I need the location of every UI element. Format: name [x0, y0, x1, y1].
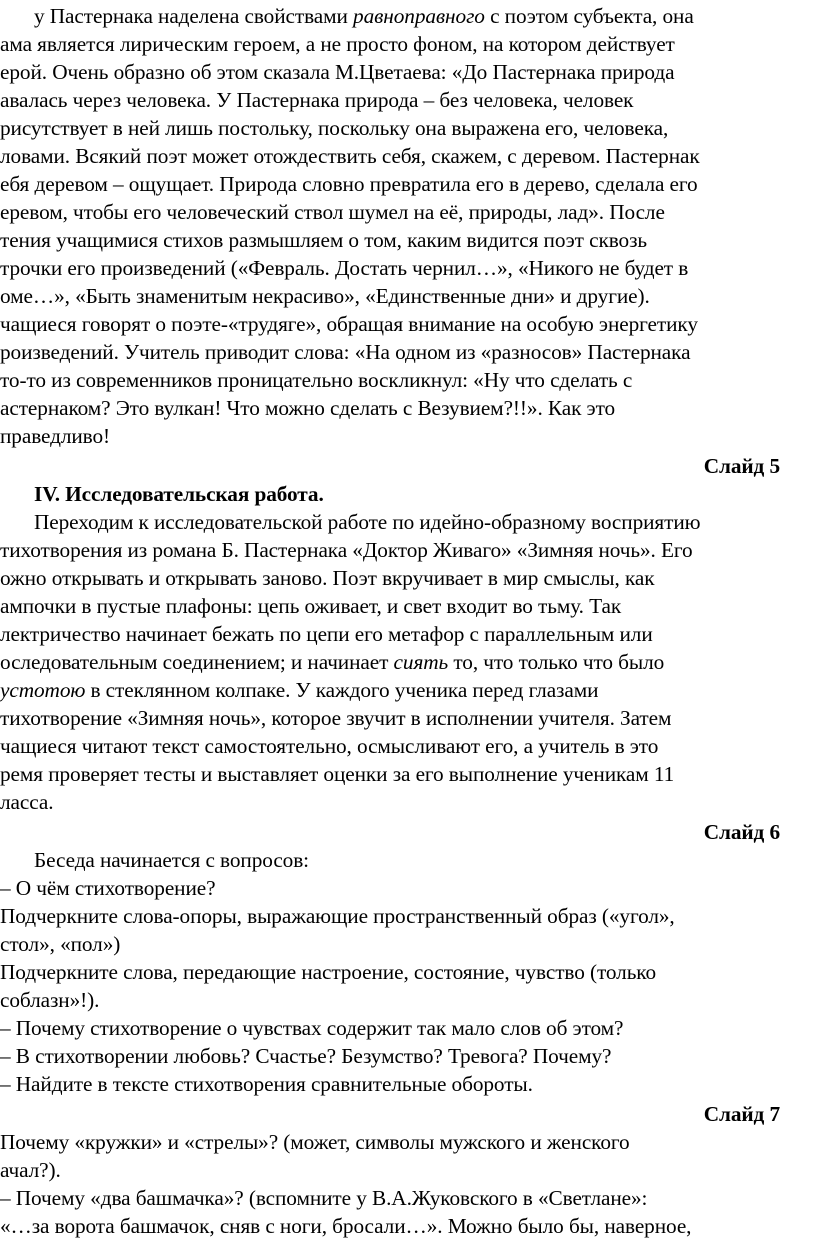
text-line	[34, 2, 694, 30]
text-line: ожно открывать и открывать заново. Поэт вкручивает в мир смыслы, как	[0, 566, 655, 590]
text-line: Переходим к исследовательской работе по идейно-образному восприятию	[34, 510, 701, 534]
question-line: соблазн»!).	[0, 988, 100, 1012]
italic-text: сиять	[393, 650, 449, 674]
text-line: лектричество начинает бежать по цепи его метафор с параллельным или	[0, 622, 653, 646]
text-line: еревом, чтобы его человеческий ствол шумел на её, природы, лад». После	[0, 200, 665, 224]
question-line: – Почему «два башмачка»? (вспомните у В.А.Жуковского в «Светлане»:	[0, 1186, 648, 1210]
text-line	[0, 648, 664, 676]
question-line: «…за ворота башмачок, сняв с ноги, бросали…». Можно было бы, наверное,	[0, 1214, 692, 1238]
text-line: тихотворение «Зимняя ночь», которое звучит в исполнении учителя. Затем	[0, 706, 672, 730]
text-span: у Пастернака наделена свойствами	[34, 4, 354, 28]
text-line: ебя деревом – ощущает. Природа словно превратила его в дерево, сделала его	[0, 172, 698, 196]
text-line: авалась через человека. У Пастернака природа – без человека, человек	[0, 88, 634, 112]
question-line: – В стихотворении любовь? Счастье? Безумство? Тревога? Почему?	[0, 1044, 612, 1068]
text-line: астернаком? Это вулкан! Что можно сделать с Везувием?!!». Как это	[0, 396, 616, 420]
question-line: – О чём стихотворение?	[0, 876, 216, 900]
text-line: то-то из современников проницательно воскликнул: «Ну что сделать с	[0, 368, 633, 392]
text-line: чащиеся читают текст самостоятельно, осмысливают его, а учитель в это	[0, 734, 659, 758]
italic-text: равноправного	[353, 4, 485, 28]
slide-label-6: Слайд 6	[703, 820, 780, 844]
text-line: праведливо!	[0, 424, 111, 448]
text-span: в стеклянном колпаке. У каждого ученика перед глазами	[85, 678, 599, 702]
text-line: тения учащимися стихов размышляем о том, каким видится поэт сквозь	[0, 228, 648, 252]
text-line	[0, 676, 598, 704]
italic-text: устотою	[0, 678, 86, 702]
text-line: Беседа начинается с вопросов:	[34, 848, 309, 872]
question-line: стол», «пол»)	[0, 932, 121, 956]
text-line: ампочки в пустые плафоны: цепь оживает, и свет входит во тьму. Так	[0, 594, 622, 618]
text-line: ерой. Очень образно об этом сказала М.Цветаева: «До Пастернака природа	[0, 60, 675, 84]
text-line: роизведений. Учитель приводит слова: «На одном из «разносов» Пастернака	[0, 340, 691, 364]
text-line: трочки его произведений («Февраль. Достать чернил…», «Никого не будет в	[0, 256, 689, 280]
question-line: ачал?).	[0, 1158, 61, 1182]
text-line: оме…», «Быть знаменитым некрасиво», «Единственные дни» и другие).	[0, 284, 650, 308]
question-line: Подчеркните слова, передающие настроение, состояние, чувство (только	[0, 960, 657, 984]
text-line: ама является лирическим героем, а не просто фоном, на котором действует	[0, 32, 675, 56]
question-line: Почему «кружки» и «стрелы»? (может, символы мужского и женского	[0, 1130, 630, 1154]
text-line: тихотворения из романа Б. Пастернака «Доктор Живаго» «Зимняя ночь». Его	[0, 538, 693, 562]
question-line: Подчеркните слова-опоры, выражающие пространственный образ («угол»,	[0, 904, 675, 928]
text-line: ремя проверяет тесты и выставляет оценки за его выполнение ученикам 11	[0, 762, 675, 786]
text-span: то, что только что было	[448, 650, 665, 674]
slide-label-5: Слайд 5	[703, 454, 780, 478]
text-line: чащиеся говорят о поэте-«трудяге», обращая внимание на особую энергетику	[0, 312, 698, 336]
question-line: – Почему стихотворение о чувствах содержит так мало слов об этом?	[0, 1016, 624, 1040]
text-line: ловами. Всякий поэт может отождествить себя, скажем, с деревом. Пастернак	[0, 144, 700, 168]
text-span: оследовательным соединением; и начинает	[0, 650, 394, 674]
section-heading: IV. Исследовательская работа.	[34, 482, 324, 506]
slide-label-7: Слайд 7	[703, 1102, 780, 1126]
text-line: рисутствует в ней лишь постольку, поскольку она выражена его, человека,	[0, 116, 669, 140]
question-line: – Найдите в тексте стихотворения сравнительные обороты.	[0, 1072, 533, 1096]
text-span: с поэтом субъекта, она	[484, 4, 694, 28]
text-line: ласса.	[0, 790, 54, 814]
